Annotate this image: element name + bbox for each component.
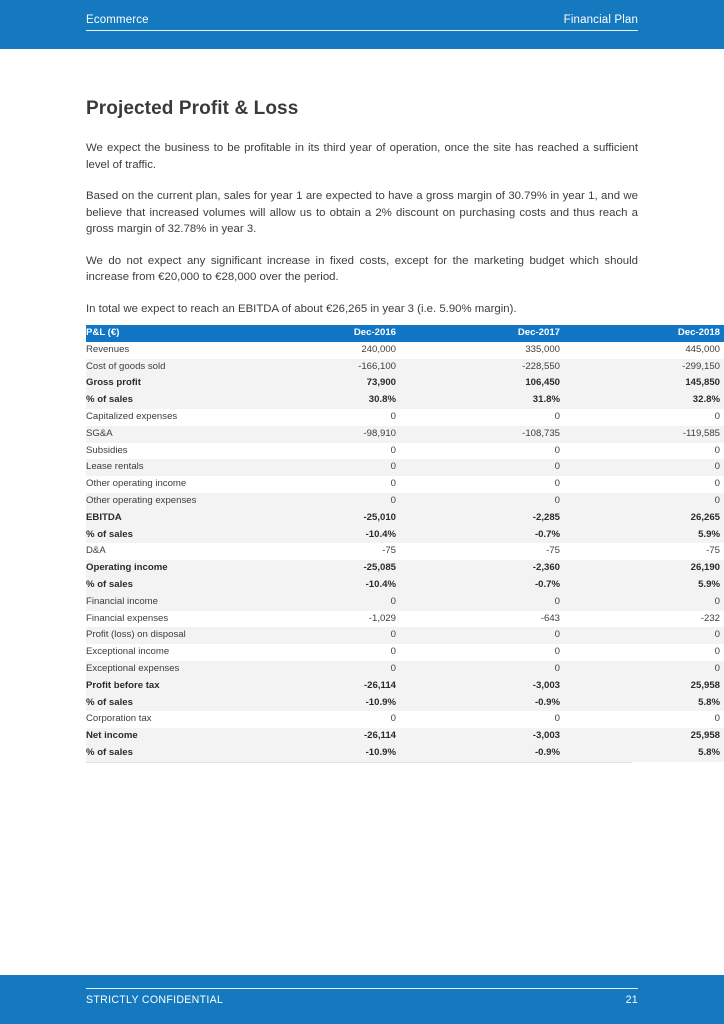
row-value: 30.8% — [368, 394, 396, 406]
row-label: Capitalized expenses — [86, 410, 178, 422]
table-head — [86, 325, 724, 342]
column-header-dec-2018: Dec-2018 — [602, 325, 724, 342]
table-row — [86, 359, 724, 376]
row-value: 0 — [714, 494, 720, 506]
body-paragraph-3: We do not expect any significant increase in fixed costs, except for the marketing budget which should increase from €20,000 to €28,000 over the period. — [86, 254, 638, 283]
row-value: -228,550 — [522, 360, 560, 372]
row-label: Exceptional income — [86, 646, 170, 658]
row-value: 5.9% — [698, 528, 720, 540]
row-value: 0 — [714, 595, 720, 607]
row-label: Other operating income — [86, 478, 187, 490]
table-bottom-rule — [86, 762, 632, 763]
table-row — [86, 527, 724, 544]
row-value: 73,900 — [366, 377, 396, 389]
footer-confidentiality-notice: STRICTLY CONFIDENTIAL — [86, 994, 224, 1006]
main-content — [86, 98, 638, 317]
body-paragraph-1: We expect the business to be profitable in its third year of operation, once the site has reached a sufficient level of traffic. — [86, 142, 638, 171]
row-value: -299,150 — [682, 360, 720, 372]
row-value: 0 — [390, 713, 396, 725]
row-value: 26,265 — [690, 511, 720, 523]
row-value: 5.8% — [698, 696, 720, 708]
table-row — [86, 695, 724, 712]
row-value: 0 — [554, 410, 560, 422]
row-value: 5.9% — [698, 578, 720, 590]
row-label: Corporation tax — [86, 713, 152, 725]
row-value: 0 — [714, 461, 720, 473]
table-row — [86, 728, 724, 745]
row-value: 335,000 — [525, 343, 560, 355]
table-row — [86, 443, 724, 460]
row-value: -25,010 — [363, 511, 396, 523]
row-label: D&A — [86, 545, 106, 557]
row-value: 145,850 — [685, 377, 720, 389]
footer-rule — [86, 988, 638, 1007]
row-value: 0 — [714, 478, 720, 490]
header-rule — [86, 13, 638, 31]
row-value: 0 — [714, 713, 720, 725]
body-paragraph-4: In total we expect to reach an EBITDA of about €26,265 in year 3 (i.e. 5.90% margin). — [86, 302, 517, 315]
table-row — [86, 711, 724, 728]
row-label: % of sales — [86, 578, 133, 590]
footer-page-number: 21 — [625, 994, 638, 1006]
page-header — [0, 0, 724, 49]
table-row — [86, 375, 724, 392]
row-value: 0 — [554, 444, 560, 456]
row-value: -108,735 — [522, 427, 560, 439]
row-value: -10.9% — [365, 696, 396, 708]
row-value: 0 — [390, 595, 396, 607]
table-row — [86, 745, 724, 762]
row-value: 0 — [390, 494, 396, 506]
row-label: Other operating expenses — [86, 494, 197, 506]
row-value: 0 — [554, 494, 560, 506]
header-section-name: Financial Plan — [563, 14, 638, 26]
table-row — [86, 661, 724, 678]
row-label: Profit (loss) on disposal — [86, 629, 186, 641]
row-value: 0 — [390, 646, 396, 658]
row-value: -0.9% — [534, 696, 560, 708]
row-value: 0 — [390, 662, 396, 674]
table-row — [86, 577, 724, 594]
row-value: -26,114 — [363, 679, 396, 691]
row-value: 0 — [714, 444, 720, 456]
row-value: 0 — [390, 629, 396, 641]
row-value: -75 — [382, 545, 396, 557]
profit-and-loss-table — [86, 325, 724, 762]
row-value: 0 — [554, 662, 560, 674]
column-header-dec-2016: Dec-2016 — [278, 325, 442, 342]
row-value: -232 — [700, 612, 720, 624]
body-paragraph-2: Based on the current plan, sales for year 1 are expected to have a gross margin of 30.79% in year 1, and we believe that increased volumes will allow us to obtain a 2% discount on purchasing costs and thus reach a gross margin of 32.78% in year 3. — [86, 190, 638, 235]
row-value: -75 — [706, 545, 720, 557]
row-value: 0 — [554, 478, 560, 490]
row-value: -26,114 — [363, 730, 396, 742]
row-value: -2,285 — [532, 511, 560, 523]
row-value: 106,450 — [525, 377, 560, 389]
row-value: -75 — [546, 545, 560, 557]
row-label: EBITDA — [86, 511, 122, 523]
row-value: 0 — [554, 646, 560, 658]
row-value: 0 — [390, 410, 396, 422]
row-value: -643 — [540, 612, 560, 624]
row-value: 0 — [714, 410, 720, 422]
table-row — [86, 644, 724, 661]
row-value: 0 — [714, 646, 720, 658]
row-value: 0 — [390, 478, 396, 490]
row-value: 0 — [714, 629, 720, 641]
row-label: % of sales — [86, 394, 133, 406]
row-label: Cost of goods sold — [86, 360, 166, 372]
table-header-row — [86, 325, 724, 342]
row-value: -10.4% — [365, 578, 396, 590]
table-row — [86, 392, 724, 409]
row-value: -10.4% — [365, 528, 396, 540]
row-value: -0.9% — [534, 746, 560, 758]
table-row — [86, 560, 724, 577]
page-title: Projected Profit & Loss — [86, 98, 299, 119]
row-value: 0 — [390, 444, 396, 456]
row-value: -25,085 — [363, 562, 396, 574]
table-row — [86, 426, 724, 443]
row-value: -1,029 — [368, 612, 396, 624]
row-value: 0 — [714, 662, 720, 674]
row-value: -3,003 — [532, 730, 560, 742]
row-label: Exceptional expenses — [86, 662, 180, 674]
table-row — [86, 476, 724, 493]
column-header-label: P&L (€) — [86, 325, 278, 342]
row-label: Financial income — [86, 595, 158, 607]
table-row — [86, 678, 724, 695]
header-document-name: Ecommerce — [86, 14, 149, 26]
row-value: 31.8% — [532, 394, 560, 406]
row-value: -0.7% — [534, 528, 560, 540]
row-value: 26,190 — [690, 562, 720, 574]
row-value: 0 — [554, 595, 560, 607]
row-label: Operating income — [86, 562, 168, 574]
row-value: 0 — [554, 461, 560, 473]
row-label: Profit before tax — [86, 679, 160, 691]
row-label: % of sales — [86, 528, 133, 540]
table-row — [86, 627, 724, 644]
table-row — [86, 510, 724, 527]
table-row — [86, 594, 724, 611]
row-value: -10.9% — [365, 746, 396, 758]
row-value: -119,585 — [682, 427, 720, 439]
table-row — [86, 459, 724, 476]
row-value: -2,360 — [532, 562, 560, 574]
row-value: 240,000 — [361, 343, 396, 355]
row-value: -98,910 — [363, 427, 396, 439]
row-label: Revenues — [86, 343, 130, 355]
row-value: 5.8% — [698, 746, 720, 758]
row-label: Subsidies — [86, 444, 128, 456]
row-label: SG&A — [86, 427, 113, 439]
row-label: % of sales — [86, 696, 133, 708]
table-row — [86, 342, 724, 359]
row-value: 0 — [554, 629, 560, 641]
row-label: Net income — [86, 730, 138, 742]
page-footer — [0, 975, 724, 1024]
table-body — [86, 342, 724, 762]
row-label: % of sales — [86, 746, 133, 758]
profit-and-loss-table-wrapper — [86, 325, 720, 763]
row-value: 0 — [390, 461, 396, 473]
table-row — [86, 543, 724, 560]
row-value: 25,958 — [690, 679, 720, 691]
row-value: 32.8% — [692, 394, 720, 406]
row-label: Gross profit — [86, 377, 141, 389]
row-value: -0.7% — [534, 578, 560, 590]
row-value: -166,100 — [358, 360, 396, 372]
row-label: Lease rentals — [86, 461, 144, 473]
row-value: 445,000 — [685, 343, 720, 355]
table-row — [86, 493, 724, 510]
row-value: 25,958 — [690, 730, 720, 742]
table-row — [86, 409, 724, 426]
table-row — [86, 611, 724, 628]
column-header-dec-2017: Dec-2017 — [442, 325, 602, 342]
row-value: 0 — [554, 713, 560, 725]
row-label: Financial expenses — [86, 612, 169, 624]
row-value: -3,003 — [532, 679, 560, 691]
